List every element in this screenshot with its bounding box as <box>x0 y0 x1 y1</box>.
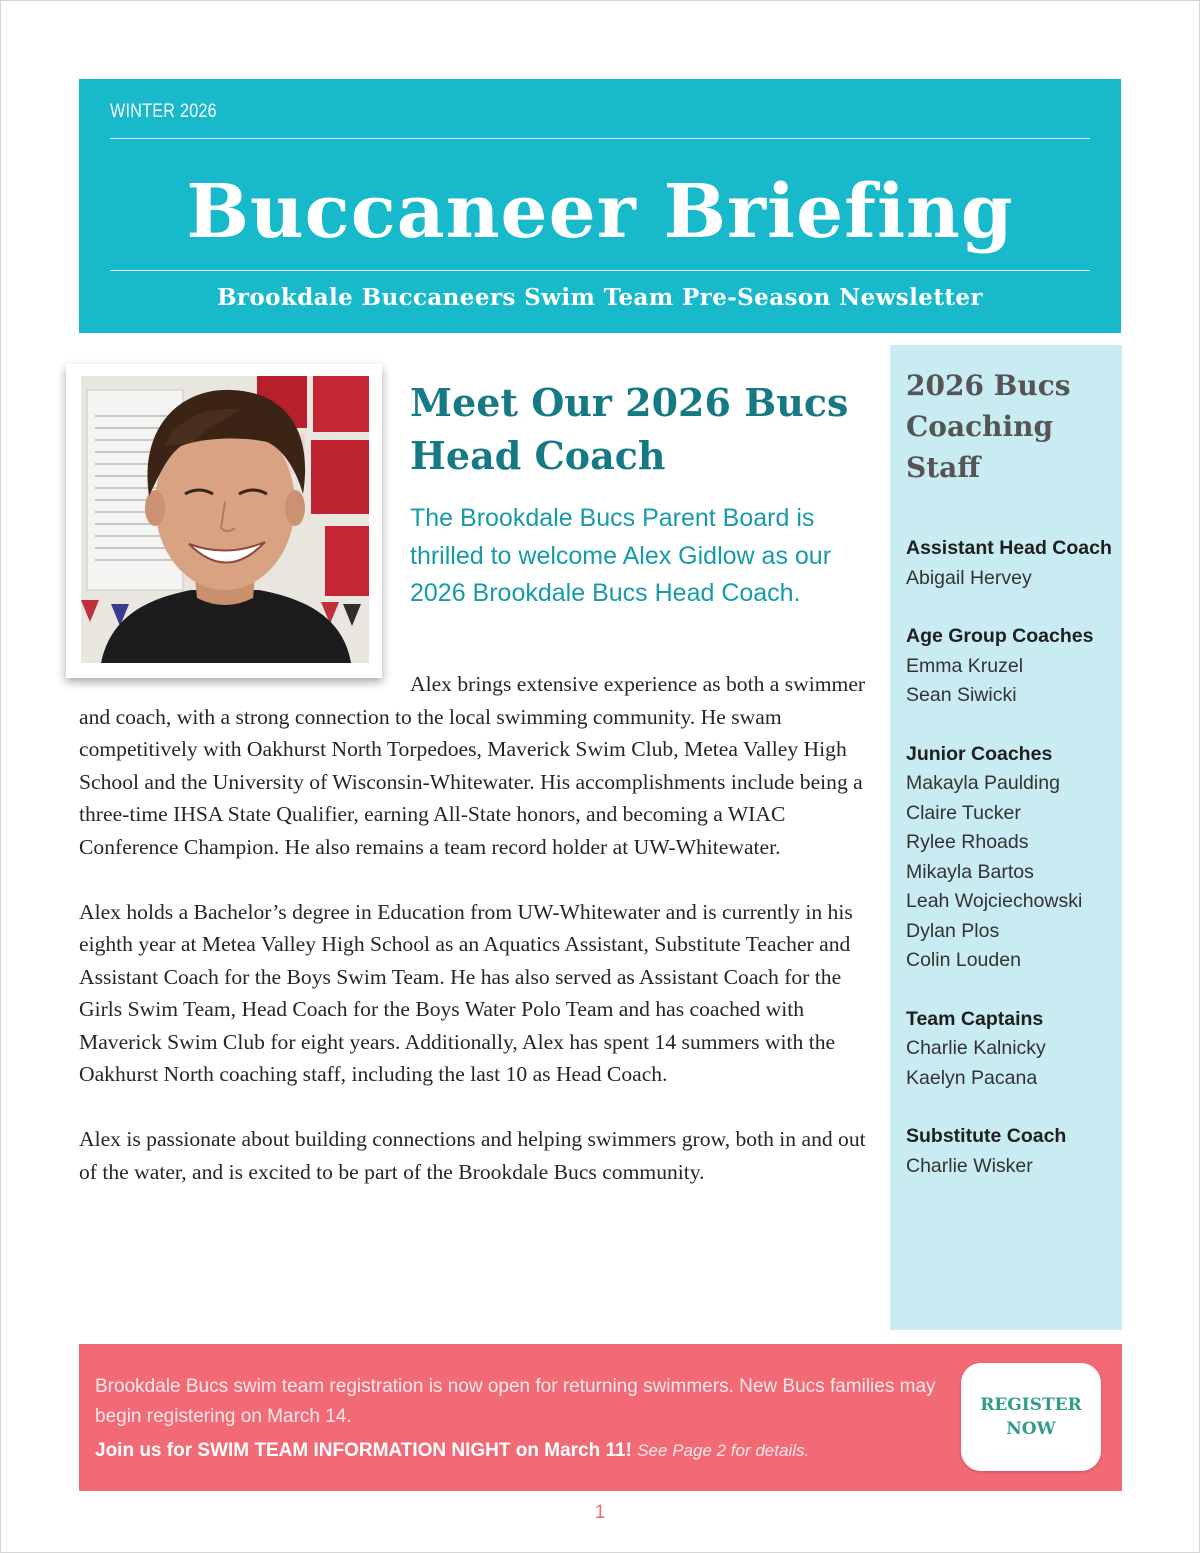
masthead-divider-bottom <box>110 270 1090 271</box>
staff-name: Kaelyn Pacana <box>906 1066 1038 1089</box>
staff-list <box>906 534 1120 1210</box>
coaching-staff-sidebar <box>890 345 1122 1330</box>
staff-role: Team Captains <box>906 1007 1044 1030</box>
photo-wrap-spacer <box>79 668 410 700</box>
staff-name: Abigail Hervey <box>906 566 1032 589</box>
staff-name: Emma Kruzel <box>906 654 1024 677</box>
issue-label: WINTER 2026 <box>110 101 217 122</box>
staff-role: Substitute Coach <box>906 1125 1067 1147</box>
staff-group-age-group-coaches <box>906 622 1120 711</box>
coach-photo-frame <box>66 364 382 678</box>
coach-photo-illustration <box>81 376 369 663</box>
article-lede: The Brookdale Bucs Parent Board is thrilled to welcome Alex Gidlow as our 2026 Brookdale Bucs Head Coach. <box>410 504 832 607</box>
coach-photo <box>81 376 369 663</box>
staff-name: Makayla Paulding <box>906 772 1060 794</box>
register-button-line-1: REGISTER <box>980 1395 1082 1415</box>
staff-role: Junior Coaches <box>906 742 1053 765</box>
staff-name: Mikayla Bartos <box>906 860 1034 883</box>
staff-group-assistant-head-coach <box>906 534 1120 593</box>
page-number: 1 <box>594 1502 606 1523</box>
staff-role: Assistant Head Coach <box>906 537 1112 559</box>
article-paragraph-3: Alex is passionate about building connections and helping swimmers grow, both in and out of the water, and is excited to be part of the Brookdale Bucs community. <box>79 1127 866 1184</box>
staff-name: Claire Tucker <box>906 801 1021 824</box>
masthead <box>79 79 1121 333</box>
registration-banner <box>79 1344 1122 1491</box>
staff-role: Age Group Coaches <box>906 625 1094 647</box>
staff-name: Leah Wojciechowski <box>906 890 1083 912</box>
newsletter-subtitle: Brookdale Buccaneers Swim Team Pre-Season Newsletter <box>217 284 983 311</box>
staff-name: Charlie Kalnicky <box>906 1037 1046 1059</box>
registration-text: Brookdale Bucs swim team registration is now open for returning swimmers. New Bucs families may begin registering on March 14. <box>95 1376 936 1427</box>
info-night-text: Join us for SWIM TEAM INFORMATION NIGHT on March 11! <box>95 1440 632 1461</box>
staff-group-team-captains <box>906 1005 1120 1094</box>
info-night-callout <box>95 1440 955 1462</box>
staff-group-junior-coaches <box>906 740 1120 976</box>
staff-name: Rylee Rhoads <box>906 831 1029 853</box>
masthead-divider-top <box>110 138 1090 139</box>
article-headline: Meet Our 2026 Bucs Head Coach <box>410 380 849 478</box>
register-button-line-2: NOW <box>1006 1419 1056 1439</box>
staff-name: Colin Louden <box>906 949 1021 971</box>
staff-group-substitute-coach <box>906 1122 1120 1181</box>
newsletter-title: Buccaneer Briefing <box>186 169 1014 255</box>
see-page-note: See Page 2 for details. <box>637 1441 810 1460</box>
sidebar-title: 2026 Bucs Coaching Staff <box>906 369 1071 484</box>
staff-name: Sean Siwicki <box>906 684 1017 706</box>
article-paragraph-2: Alex holds a Bachelor’s degree in Education from UW-Whitewater and is currently in his eighth year at Metea Valley High School as an Aquatics Assistant, Substitute Teacher and Assistant Coach for the Boys Swim Team. He has also served as Assistant Coach for the Girls Swim Team, Head Coach for the Boys Water Polo Team and has coached with Maverick Swim Club for eight years. Additionally, Alex has spent 14 summers with the Oakhurst North coaching staff, including the last 10 as Head Coach. <box>79 899 853 1086</box>
staff-name: Dylan Plos <box>906 919 1000 942</box>
staff-name: Charlie Wisker <box>906 1154 1033 1177</box>
register-now-button[interactable] <box>961 1363 1101 1471</box>
article-body <box>79 668 884 1221</box>
article-paragraph-1: Alex brings extensive experience as both a swimmer and coach, with a strong connection to the local swimming community. He swam competitively with Oakhurst North Torpedoes, Maverick Swim Club, Metea Valley High School and the University of Wisconsin-Whitewater. His accomplishments include being a three-time IHSA State Qualifier, earning All-State honors, and becoming a WIAC Conference Champion. He also remains a team record holder at UW-Whitewater. <box>79 672 866 859</box>
